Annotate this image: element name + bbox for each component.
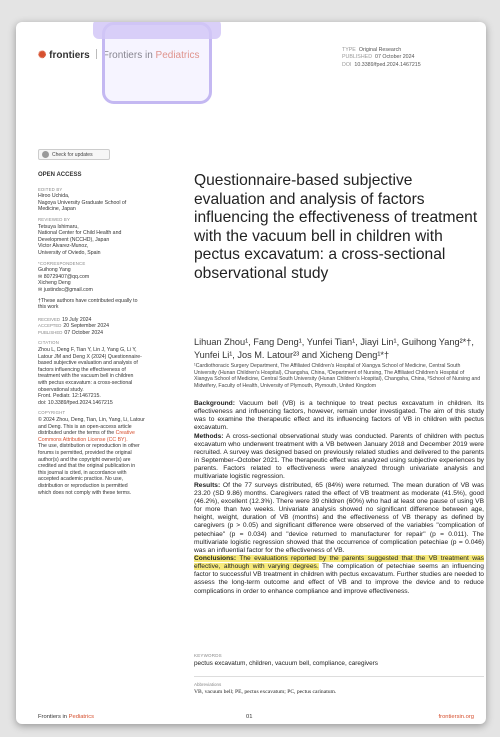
equal-note-line: †These authors have contributed equally to: [38, 297, 138, 304]
page-number: 01: [246, 714, 253, 720]
abstract-background: [194, 400, 484, 433]
copyright-label: COPYRIGHT: [38, 410, 66, 416]
conclusions-label: Conclusions:: [194, 554, 237, 562]
footer-journal-prefix: Frontiers in: [38, 714, 69, 720]
copyright-line: author(s) and the copyright owner(s) are: [38, 456, 131, 463]
copyright-line: which does not comply with these terms.: [38, 489, 132, 496]
article-dates: [38, 317, 146, 337]
date-value: 19 July 2024: [61, 316, 92, 323]
journal-prefix: Frontiers in: [102, 50, 156, 61]
citation-line: treatment with the vacuum bell in children: [38, 373, 134, 380]
citation-line: Front. Pediatr. 12:1467215.: [38, 393, 101, 400]
copyright-line: © 2024 Zhou, Deng, Tian, Lin, Yang, Li, Latour: [38, 417, 145, 423]
citation-line: with pectus excavatum: a cross-sectional: [38, 380, 133, 387]
date-key: RECEIVED: [38, 316, 60, 322]
results-text: Of the 77 surveys distributed, 65 (84%) were returned. The mean duration of VB was 23.20 (SD 9.86) months. Caregivers rated the effect of VB treatment as moderate (41.5%), good (46.2%), excellent (12.3%). There were 39 children (60%) who had at least one pause of using VB for more than two weeks. Univariate analysis showed no significant difference between age, height, weight, duration of VB (months) and the effectiveness of VB therapy as defined by caregivers (p > 0.05) and significant difference were observed of the variables "complication of petechiae" (p = 0.034) and "device returned to manufacturer for repair" (p = 0.011). The multivariate logistic regression showed that the occurrence of complication petechiae (p = 0.046) was an influential factor for the effectiveness of VB.: [194, 481, 484, 554]
correspondence-email-link[interactable]: ✉ 80729407@qq.com: [38, 273, 90, 280]
date-value: 07 October 2024: [64, 329, 104, 336]
copyright-line: [38, 430, 146, 443]
copyright-line: The use, distribution or reproduction in other: [38, 443, 140, 450]
citation-line: Zhou L, Deng F, Tian Y, Lin J, Yang G, Li Y,: [38, 347, 137, 354]
footer-journal-accent: Pediatrics: [68, 714, 95, 720]
date-received: [38, 317, 146, 324]
reviewed-by-line: University of Oviedo, Spain: [38, 249, 101, 256]
abstract-conclusions: [194, 555, 484, 596]
reviewed-by-line: Tetsuya Ishimaru,: [38, 223, 79, 230]
copyright-line: accepted academic practice. No use,: [38, 476, 124, 483]
footer-journal: [38, 714, 94, 720]
edited-by: [38, 193, 146, 213]
reviewed-by-label: REVIEWED BY: [38, 216, 71, 222]
edited-by-label: EDITED BY: [38, 186, 63, 192]
abbreviations-label: Abbreviations: [194, 682, 222, 687]
article-title: Questionnaire-based subjective evaluation and analysis of factors influencing the effectiveness of treatment with the vacuum bell in children with pectus excavatum: a cross-sectional observational study: [194, 172, 478, 282]
cc-license-link[interactable]: Creative Commons Attribution License (CC BY).: [38, 430, 135, 443]
meta-doi[interactable]: [342, 62, 421, 69]
date-accepted: [38, 323, 146, 330]
correspondence-name: Xicheng Deng: [38, 280, 71, 287]
results-label: Results:: [194, 481, 221, 489]
abstract-methods: [194, 433, 484, 482]
meta-published: [342, 54, 421, 61]
affiliations: ¹Cardiothoracic Surgery Department, The Affiliated Children's Hospital of Xiangya School of Medicine, Central South University (Hunan Children's Hospital), Changsha, China, ²Department of Nursing, The Affiliated Children's Hospital of Xiangya School of Medicine, Central South University (Hunan Children's Hospital), Changsha, China, ³School of Nursing and Midwifery, Faculty of Health, University of Plymouth, Plymouth, United Kingdom: [194, 363, 481, 389]
citation-doi-link[interactable]: doi: 10.3389/fped.2024.1467215: [38, 399, 113, 406]
edited-by-line: Medicine, Japan: [38, 206, 76, 213]
copyright-line: credited and that the original publication in: [38, 463, 136, 470]
meta-published-key: PUBLISHED: [342, 54, 373, 61]
reviewed-by-line: Development (NCCHD), Japan: [38, 236, 110, 243]
correspondence-name: Guihong Yang: [38, 267, 71, 274]
meta-type: [342, 47, 421, 54]
edited-by-line: Nagoya University Graduate School of: [38, 199, 127, 206]
article-meta: [342, 47, 421, 69]
correspondence-label: *CORRESPONDENCE: [38, 260, 86, 266]
citation-line: Latour JM and Deng X (2024) Questionnaire-: [38, 353, 142, 360]
date-published: [38, 330, 146, 337]
date-key: ACCEPTED: [38, 323, 62, 329]
reviewed-by: [38, 224, 146, 257]
conclusions-text: The complication of petechiae seems an influencing factor to successful VB treatment in children with pectus excavatum. Further studies are needed to assess the long-term outcome and effect of VB and to improve the device and to reduce complications in order to enhance compliance and improve effectiveness.: [194, 563, 484, 595]
date-key: PUBLISHED: [38, 329, 63, 335]
binder-clip: [102, 22, 212, 104]
logo-mark-icon: ✺: [38, 50, 47, 61]
footer-site-link[interactable]: frontiersin.org: [438, 714, 474, 720]
copyright: [38, 417, 146, 496]
citation-line: factors influencing the effectiveness of: [38, 366, 126, 373]
copyright-text: distributed under the terms of the: [38, 430, 116, 437]
citation: [38, 347, 146, 406]
copyright-line: distribution or reproduction is permitted: [38, 482, 128, 489]
meta-doi-value[interactable]: 10.3389/fped.2024.1467215: [354, 61, 421, 68]
methods-text: A cross-sectional observational study was conducted. Parents of children with pectus excavatum who underwent treatment with a VB between January 2018 and December 2019 were recruited. A survey was designed based on previously related studies and delivered to the parents in September–October 2021. The therapeutic effect was analyzed using subjective experiences by parents. Factors related to effectiveness were analyzed through univariate analysis and multivariate logistic regression.: [194, 432, 484, 481]
header-divider: [96, 49, 97, 59]
abstract: [194, 400, 484, 596]
background-text: Vacuum bell (VB) is a technique to treat pectus excavatum in children. Its effectiveness and influencing factors, however, remain under investigated. The aim of this study was to examine the therapeutic effect and its influencing factors of VB in children with pectus excavatum.: [194, 400, 484, 432]
methods-label: Methods:: [194, 432, 224, 440]
keywords-value: pectus excavatum, children, vacuum bell, compliance, caregivers: [194, 660, 378, 667]
abstract-results: [194, 482, 484, 555]
reviewed-by-line: National Center for Child Health and: [38, 230, 122, 237]
citation-line: based subjective evaluation and analysis of: [38, 360, 138, 367]
meta-doi-key: DOI: [342, 61, 352, 68]
copyright-line: this journal is cited, in accordance with: [38, 469, 127, 476]
edited-by-line: Hiroo Uchida,: [38, 193, 70, 200]
meta-published-value: 07 October 2024: [375, 54, 415, 61]
keywords: [194, 653, 484, 667]
conclusions-highlight-text: The evaluations reported by the parents suggested that the VB treatment was effective, although with varying degrees.: [194, 554, 484, 571]
journal-accent: Pediatrics: [155, 50, 200, 61]
abbreviations: [194, 682, 484, 695]
background-label: Background:: [194, 400, 235, 407]
check-updates-button[interactable]: [38, 149, 110, 160]
correspondence-email-link[interactable]: ✉ justindxc@gmail.com: [38, 286, 93, 293]
citation-line: observational study.: [38, 386, 84, 393]
divider: [194, 676, 484, 677]
date-value: 20 September 2024: [63, 323, 109, 330]
equal-contribution-note: [38, 298, 146, 311]
paper-page: [16, 22, 486, 724]
meta-type-value: Original Research: [358, 47, 402, 53]
open-access-label: OPEN ACCESS: [38, 172, 82, 178]
copyright-line: and Deng. This is an open-access article: [38, 423, 132, 430]
author-list: Lihuan Zhou¹, Fang Deng¹, Yunfei Tian¹, Jiayi Lin¹, Guihong Yang²*†, Yunfei Li¹, Jos M. Latour²³ and Xicheng Deng¹*†: [194, 337, 474, 360]
frontiers-logo: [38, 50, 90, 61]
keywords-label: KEYWORDS: [194, 653, 222, 658]
copyright-line: forums is permitted, provided the original: [38, 449, 132, 456]
meta-type-key: TYPE: [342, 47, 356, 53]
abbreviations-value: VB, vacuum bell; PE, pectus excavatum; PC, pectus carinatum.: [194, 689, 337, 695]
brand-name: frontiers: [49, 50, 90, 61]
correspondence: [38, 267, 146, 293]
equal-note-line: this work: [38, 304, 59, 311]
update-icon: [42, 151, 49, 158]
check-updates-label: Check for updates: [52, 151, 93, 158]
sidebar: [38, 172, 146, 496]
reviewed-by-line: Victor Alvarez-Munoz,: [38, 243, 89, 250]
citation-label: CITATION: [38, 340, 60, 346]
